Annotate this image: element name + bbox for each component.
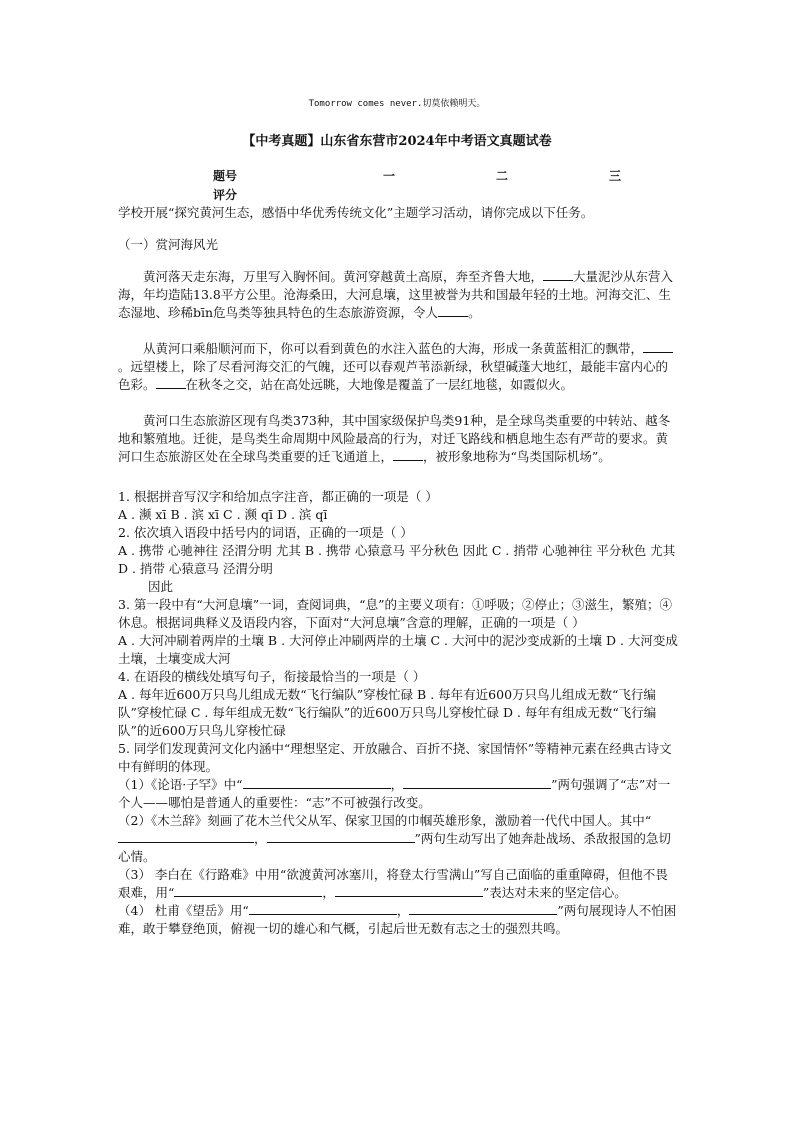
question-1: 1. 根据拼音写汉字和给加点字注音，都正确的一项是（ ）	[118, 489, 438, 504]
question-5-part-2	[118, 812, 680, 866]
exam-content	[118, 204, 680, 938]
answer-blank[interactable]	[393, 448, 423, 461]
reading-paragraph-2	[118, 340, 680, 394]
question-text: ，	[396, 903, 410, 918]
intro-text: 学校开展“探究黄河生态，感悟中华优秀传统文化”主题学习活动，请你完成以下任务。	[118, 205, 594, 220]
question-1-options: A . 濒 xī B . 滨 xī C . 濒 qī D . 滨 qī	[118, 507, 328, 522]
paragraph-text: 。远望楼上，除了尽看河海交汇的气魄，还可以春观芦苇添新绿，秋望碱蓬大地红，最能丰富内心的色彩。	[118, 359, 669, 392]
question-4: 4. 在语段的横线处填写句子，衔接最恰当的一项是（ ）	[118, 669, 426, 684]
question-text: ，	[254, 831, 267, 846]
question-text: （1）《论语·子罕》中“	[118, 777, 243, 792]
question-3-options: A . 大河冲刷着两岸的土壤 B . 大河停止冲刷两岸的土壤 C . 大河中的泥沙变成新的土壤 D . 大河变成土壤，土壤变成大河	[118, 633, 678, 666]
question-5: 5. 同学们发现黄河文化内涵中“理想坚定、开放融合、百折不挠、家国情怀”等精神元素在经典古诗文中有鲜明的体现。	[118, 741, 672, 774]
answer-blank[interactable]	[409, 902, 557, 915]
answer-blank[interactable]	[267, 830, 415, 843]
question-4-options: A . 每年近600万只鸟儿组成无数“飞行编队”穿梭忙碌 B . 每年有近600万只鸟儿组成无数“飞行编队”穿梭忙碌 C . 每年组成无数“飞行编队”的近600万只鸟儿穿梭忙碌 D . 每年有组成无数“飞行编队”的近600万只鸟儿穿梭忙碌	[118, 687, 657, 738]
answer-blank[interactable]	[249, 902, 397, 915]
question-text: ”两句生动写出了她奔赴战场、杀敌报国的急切心情。	[118, 831, 671, 864]
answer-blank[interactable]	[243, 776, 391, 789]
answer-blank[interactable]	[543, 268, 573, 281]
score-table-row-label-number: 题号	[213, 169, 238, 183]
question-text: ，	[322, 885, 335, 900]
question-text: ，	[390, 777, 404, 792]
answer-blank[interactable]	[335, 884, 483, 897]
question-2-options: A . 携带 心驰神往 泾渭分明 尤其 B . 携带 心猿意马 平分秋色 因此 C . 捎带 心驰神往 平分秋色 尤其 D . 捎带 心猿意马 泾渭分明	[118, 543, 676, 576]
score-table-col-3: 三	[609, 169, 622, 183]
question-text: （4） 杜甫《望岳》用“	[118, 903, 249, 918]
paragraph-text: 黄河口生态旅游区现有鸟类373种，其中国家级保护鸟类91种，是全球鸟类重要的中转站、越冬地和繁殖地。迁徙，是鸟类生命周期中风险最高的行为，对迁飞路线和栖息地生态有严苛的要求。黄河口生态旅游区处在全球鸟类重要的迁飞通道上，	[118, 413, 671, 464]
question-text: （2）《木兰辞》刻画了花木兰代父从军、保家卫国的巾帼英雄形象，激励着一代代中国人。其中“	[118, 813, 652, 828]
question-text: ”两句展现诗人不怕困难，敢于攀登绝顶，俯视一切的雄心和气概，引起后世无数有志之士的强烈共鸣。	[118, 903, 677, 936]
question-text: ”表达对未来的坚定信心。	[482, 885, 627, 900]
paragraph-text: 从黄河口乘船顺河而下，你可以看到黄色的水注入蓝色的大海，形成一条黄蓝相汇的飘带，	[143, 341, 644, 356]
reading-paragraph-3	[118, 412, 680, 466]
question-5-part-1	[118, 776, 680, 812]
answer-blank[interactable]	[156, 376, 186, 389]
question-text: ”两句强调了“志”对一个人——哪怕是普通人的重要性：“志”不可被强行改变。	[118, 777, 671, 810]
score-table-col-1: 一	[383, 169, 396, 183]
question-5-part-4	[118, 902, 680, 938]
score-table-row-label-score: 评分	[213, 188, 238, 202]
answer-blank[interactable]	[174, 884, 322, 897]
section-title: （一）赏河海风光	[118, 237, 219, 252]
question-2: 2. 依次填入语段中括号内的词语，正确的一项是（ ）	[118, 525, 413, 540]
question-text: （3） 李白在《行路难》中用“欲渡黄河冰塞川，将登太行雪满山”写自己面临的重重障碍，但他不畏艰难，用“	[118, 867, 668, 900]
reading-paragraph-1	[118, 268, 680, 322]
score-table-col-2: 二	[496, 169, 509, 183]
answer-blank[interactable]	[118, 830, 254, 843]
paragraph-text: 在秋冬之交，站在高处远眺，大地像是覆盖了一层红地毯，如霞似火。	[185, 377, 574, 392]
header-note: Tomorrow comes never.切莫依赖明天。	[308, 99, 486, 109]
answer-blank[interactable]	[403, 776, 551, 789]
answer-blank[interactable]	[438, 304, 468, 317]
paragraph-text: 黄河落天走东海，万里写入胸怀间。黄河穿越黄土高原，奔至齐鲁大地，	[143, 269, 544, 284]
page-title: 【中考真题】山东省东营市2024年中考语文真题试卷	[242, 134, 552, 149]
paragraph-text: ，被形象地称为“鸟类国际机场”。	[423, 449, 611, 464]
paragraph-text: 。	[468, 305, 481, 320]
paragraph-text: 大量泥沙从东营入海，年均造陆13.8平方公里。沧海桑田，大河息壤，这里被誉为共和国最年轻的土地。河海交汇、生态湿地、珍稀bīn危鸟类等独具特色的生态旅游资源，令人	[118, 269, 674, 320]
question-5-part-3	[118, 866, 680, 902]
question-2-options-continued: 因此	[148, 579, 174, 594]
answer-blank[interactable]	[643, 340, 673, 353]
question-3: 3. 第一段中有“大河息壤”一词，查阅词典，“息”的主要义项有：①呼吸；②停止；③滋生，繁殖；④休息。根据词典释义及语段内容，下面对“大河息壤”含意的理解，正确的一项是（ ）	[118, 597, 672, 630]
